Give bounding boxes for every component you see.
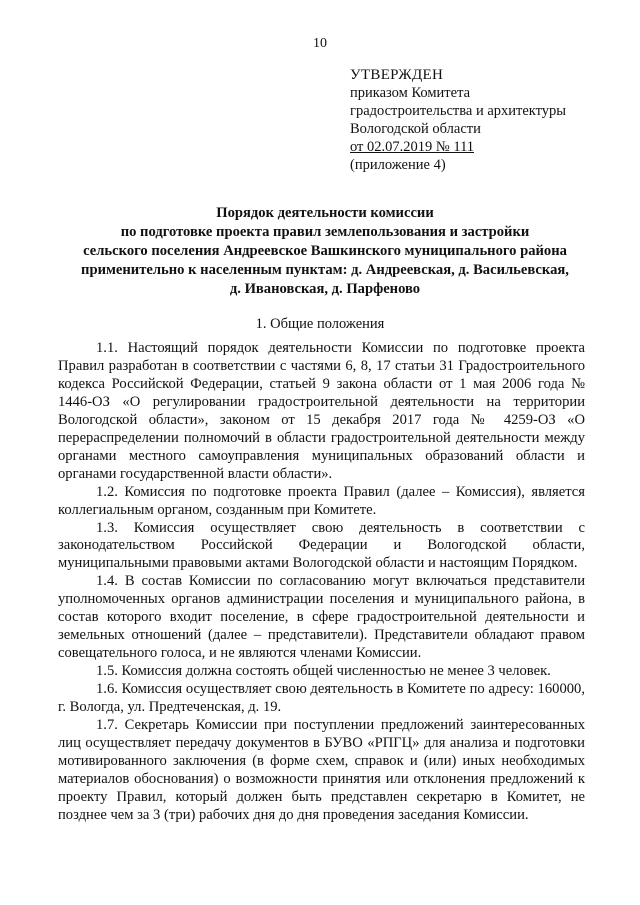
title-line-2: по подготовке проекта правил землепользования и застройки — [120, 224, 530, 240]
paragraph-1-5: 1.5. Комиссия должна состоять общей численностью не менее 3 человек. — [96, 663, 551, 680]
title-line-4: применительно к населенным пунктам: д. Андреевская, д. Васильевская, — [81, 262, 569, 278]
title-line-3: сельского поселения Андреевское Вашкинского муниципального района — [83, 243, 567, 259]
approval-stamp — [350, 66, 566, 174]
approval-line-1: приказом Комитета — [350, 85, 471, 101]
title-line-1: Порядок деятельности комиссии — [216, 205, 434, 221]
approval-attachment: (приложение 4) — [350, 157, 446, 173]
approval-heading: УТВЕРЖДЕН — [350, 67, 444, 83]
paragraph-1-4: 1.4. В состав Комиссии по согласованию могут включаться представители уполномоченных органов администрации поселения и муниципального района, в состав которого входит поселение, в сфере градостроительной деятельности и земельных отношений (далее – представители). Представители обладают правом совещательного голоса, и не являются членами Комиссии. — [58, 573, 585, 662]
paragraph-1-1: 1.1. Настоящий порядок деятельности Комиссии по подготовке проекта Правил разработан в соответствии с частями 6, 8, 17 статьи 31 Градостроительного кодекса Российской Федерации, статьей 9 закона области от 1 мая 2006 года № 1446-ОЗ «О регулировании градостроительной деятельности на территории Вологодской области», законом от 15 декабря 2017 года № 4259-ОЗ «О перераспределении полномочий в области градостроительной деятельности между органами местного самоуправления муниципальных образований области и органами государственной власти области». — [58, 340, 585, 482]
title-line-5: д. Ивановская, д. Парфеново — [229, 281, 421, 297]
page-number: 10 — [313, 36, 327, 51]
section-heading: 1. Общие положения — [255, 316, 385, 332]
paragraph-1-6: 1.6. Комиссия осуществляет свою деятельность в Комитете по адресу: 160000, г. Вологда, ул. Предтеченская, д. 19. — [58, 681, 585, 716]
approval-date-number: от 02.07.2019 № 111 — [350, 139, 475, 155]
document-body — [58, 340, 585, 825]
approval-line-3: Вологодской области — [350, 121, 481, 137]
paragraph-1-3: 1.3. Комиссия осуществляет свою деятельность в соответствии с законодательством Российской Федерации и Вологодской области, муниципальными правовыми актами Вологодской области и настоящим Порядком. — [58, 519, 585, 572]
paragraph-1-7: 1.7. Секретарь Комиссии при поступлении предложений заинтересованных лиц осуществляет передачу документов в БУВО «РПГЦ» для анализа и подготовки мотивированного заключения (в форме схем, справок и (или) иных необходимых материалов обоснования) о возможности принятия или отклонения предложений к проекту Правил, который должен быть представлен секретарю в Комитет, не позднее чем за 3 (три) рабочих дня до дня проведения заседания Комиссии. — [58, 717, 585, 823]
document-title — [40, 204, 610, 299]
approval-line-2: градостроительства и архитектуры — [350, 103, 567, 119]
paragraph-1-2: 1.2. Комиссия по подготовке проекта Правил (далее – Комиссия), является коллегиальным органом, созданным при Комитете. — [58, 483, 585, 518]
